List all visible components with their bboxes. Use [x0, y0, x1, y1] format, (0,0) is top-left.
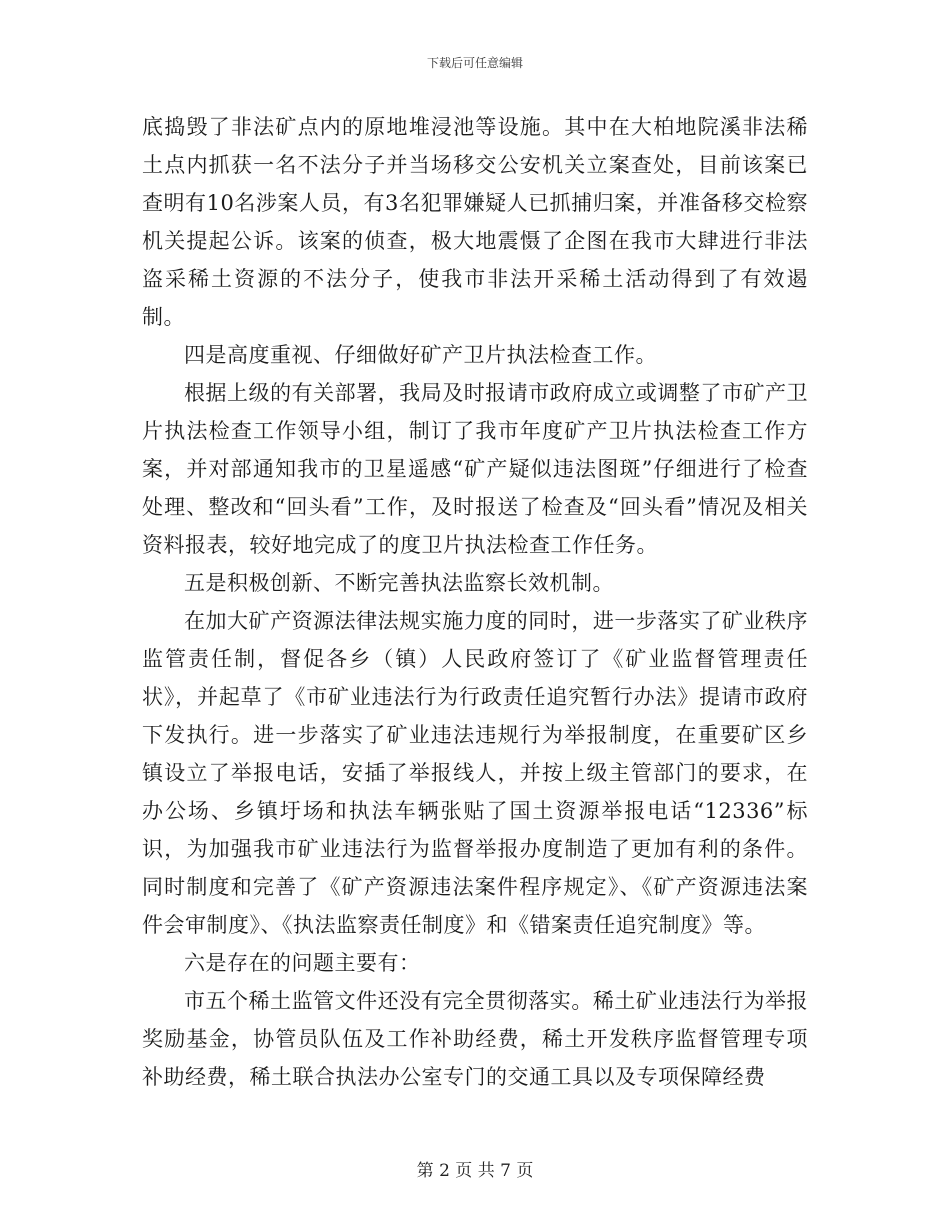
section-heading-6: 六是存在的问题主要有： [184, 951, 421, 975]
paragraph-satellite-inspection: 根据上级的有关部署，我局及时报请市政府成立或调整了市矿产卫片执法检查工作领导小组，制订了我市年度矿产卫片执法检查工作方案，并对部通知我市的卫星遥感“矿产疑似违法图斑”仔细进行了检查处理、整改和“回头看”工作，及时报送了检查及“回头看”情况及相关资料报表，较好地完成了的度卫片执法检查工作任务。 [142, 381, 808, 557]
section-heading-4: 四是高度重视、仔细做好矿产卫片执法检查工作。 [184, 343, 657, 367]
header-note: 下载后可任意编辑 [426, 56, 523, 70]
paragraph-continuation: 底捣毁了非法矿点内的原地堆浸池等设施。其中在大柏地院溪非法稀土点内抓获一名不法分子并当场移交公安机关立案查处，目前该案已查明有10名涉案人员，有3名犯罪嫌疑人已抓捕归案，并准备移交检察机关提起公诉。该案的侦查，极大地震慑了企图在我市大肆进行非法盗采稀土资源的不法分子，使我市非法开采稀土活动得到了有效遏制。 [142, 115, 808, 329]
paragraph-mechanism: 在加大矿产资源法律法规实施力度的同时，进一步落实了矿业秩序监管责任制，督促各乡（镇）人民政府签订了《矿业监督管理责任状》，并起草了《市矿业违法行为行政责任追究暂行办法》提请市政府下发执行。进一步落实了矿业违法违规行为举报制度，在重要矿区乡镇设立了举报电话，安插了举报线人，并按上级主管部门的要求，在办公场、乡镇圩场和执法车辆张贴了国土资源举报电话“12336”标识，为加强我市矿业违法行为监督举报办度制造了更加有利的条件。同时制度和完善了《矿产资源违法案件程序规定》、《矿产资源违法案件会审制度》、《执法监察责任制度》和《错案责任追究制度》等。 [142, 609, 808, 937]
document-body [142, 108, 808, 1096]
paragraph-problems: 市五个稀土监管文件还没有完全贯彻落实。稀土矿业违法行为举报奖励基金，协管员队伍及工作补助经费，稀土开发秩序监督管理专项补助经费，稀土联合执法办公室专门的交通工具以及专项保障经费 [142, 989, 808, 1089]
section-heading-5: 五是积极创新、不断完善执法监察长效机制。 [184, 571, 614, 595]
page-number: 第 2 页 共 7 页 [416, 1161, 534, 1181]
